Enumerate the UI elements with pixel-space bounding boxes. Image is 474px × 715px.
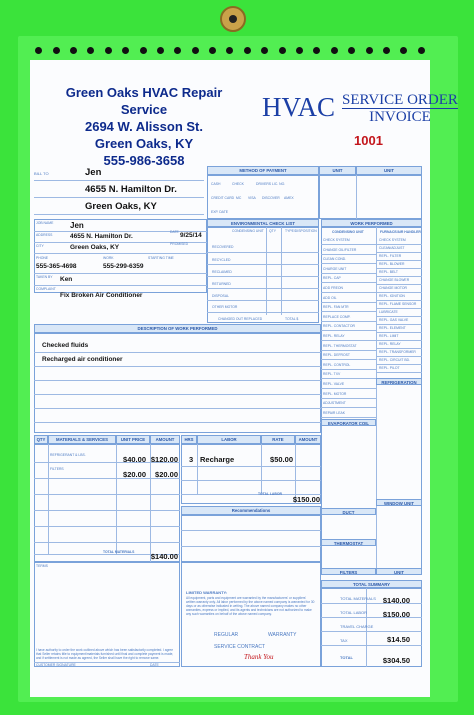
company-block (44, 84, 244, 169)
labor-row1-labor: Recharge (200, 455, 235, 464)
recommendations-header: Recommendations (181, 506, 321, 515)
warranty-regular[interactable]: REGULAR (214, 632, 239, 638)
taken-by-tech: Ken (60, 276, 73, 283)
total-summary-header: TOTAL SUMMARY (321, 580, 422, 588)
work-label: WORK (103, 256, 114, 260)
ts-labor-label: TOTAL LABOR (340, 610, 368, 615)
payment-amex: AMEX (284, 196, 294, 200)
wp-right-item[interactable]: REPL. FILTER (379, 254, 402, 258)
wp-window-unit: WINDOW UNIT (376, 499, 422, 506)
ts-travel-label: TRAVEL CHARGE (340, 624, 374, 629)
labor-row1-rate: $50.00 (270, 455, 293, 464)
mat-col-materials: MATERIALS & SERVICES (48, 435, 116, 444)
payment-exp-date: EXP. DATE (211, 210, 229, 214)
wp-right-item[interactable]: REPL. FLAME SENSOR (379, 302, 417, 306)
env-col-qty: QTY (269, 229, 276, 233)
payment-visa: VISA (248, 196, 256, 200)
form-title-line2: INVOICE (369, 109, 431, 125)
bill-to-street: 4655 N. Hamilton Dr. (85, 184, 177, 195)
wp-left-item[interactable]: REPL. TXV (323, 372, 341, 377)
work-performed-header: WORK PERFORMED (321, 219, 422, 227)
env-row-6: OTHER MOTOR (212, 305, 238, 309)
ts-materials-label: TOTAL MATERIALS (340, 596, 376, 601)
mat-row1-item: REFRIGERANT & LBS. (50, 453, 86, 457)
wp-right-item[interactable]: REPL. RELAY (379, 342, 401, 346)
customer-signature-label: CUSTOMER SIGNATURE (36, 663, 76, 667)
description-line1: Checked fluids (42, 342, 89, 349)
wp-thermostat: THERMOSTAT (321, 539, 376, 546)
wp-right-item[interactable]: REPL. LIMIT (379, 334, 399, 338)
wp-right-item[interactable]: CLEAN/ADJUST (379, 246, 405, 250)
job-date: 9/25/14 (180, 232, 202, 239)
company-phone: 555-986-3658 (103, 153, 185, 168)
wp-right-item[interactable]: REPL. ELEMENT (379, 326, 406, 330)
wp-left-item[interactable]: REPL. MOTOR (323, 391, 347, 396)
wp-left-item[interactable]: REPL. DEFROST (323, 353, 350, 358)
wp-unit: UNIT (376, 568, 422, 575)
wp-right-item[interactable]: REPL. IGNITION (379, 294, 405, 298)
mat-row2-amount: $20.00 (155, 470, 178, 479)
mat-total-label: TOTAL MATERIALS (103, 550, 135, 554)
bill-to-label: BILL TO (34, 171, 49, 176)
warranty-text: All equipment, parts and equipment are warranted by the manufacturers' or suppliers' written warranty only. All labor performed by the above named company is warranted for 30 days or as otherwise indicated in writing. The above named company makes no other warranties, express or implied, and its agents and technicians are not authorized to make any such warranties on behalf of the above named company. (186, 596, 315, 616)
wp-right-item[interactable]: CHANGE MOTOR (379, 286, 408, 290)
recommendations-box (181, 515, 321, 562)
bill-to-name: Jen (85, 167, 102, 178)
labor-col-amount: AMOUNT (295, 435, 321, 444)
description-header: DESCRIPTION OF WORK PERFORMED (34, 324, 321, 333)
wp-right-item[interactable]: LUBRICATE (379, 310, 398, 314)
description-line2: Recharged air conditioner (42, 356, 123, 363)
job-name: Jen (70, 221, 84, 230)
wp-left-item[interactable]: REPL. CONTROL (323, 362, 351, 367)
terms-label: TERMS (36, 564, 48, 568)
payment-credit-card: CREDIT CARD (211, 196, 235, 200)
wp-right-item[interactable]: REPL. GAS VALVE (379, 318, 409, 322)
wp-right-item[interactable]: REPL. BELT (379, 270, 398, 274)
ts-total-label: TOTAL (340, 655, 353, 660)
wp-right-item[interactable]: CHECK SYSTEM (379, 238, 406, 242)
terms-auth-text: I have authority to order the work outlined above which has been satisfactorily completed. I agree that Seller retains title to equipment/materials furnished until final and complete payment is made, and if settlement is not made as agreed, the Seller shall have the right to remove same. (36, 648, 174, 660)
wp-left-item[interactable]: REPL. CONTACTOR (323, 324, 355, 329)
wp-left-item[interactable]: CHANGE OIL/FILTER (323, 247, 357, 252)
env-row-3: RECLAIMED (212, 270, 232, 274)
city-label: CITY (36, 244, 44, 248)
starting-time-label: STARTING TIME (148, 256, 174, 260)
complaint-label: COMPLAINT (36, 287, 56, 291)
payment-discover: DISCOVER (262, 196, 280, 200)
warranty-title: LIMITED WARRANTY: (186, 590, 228, 595)
wp-left-item[interactable]: ADD FREON (323, 286, 343, 290)
env-col-condensing: CONDENSING UNIT (232, 229, 264, 233)
invoice-number: 1001 (354, 133, 383, 148)
payment-check: CHECK (232, 182, 244, 186)
complaint-text: Fix Broken Air Conditioner (60, 292, 143, 299)
ts-total-value: $304.50 (382, 656, 410, 665)
wp-right-item[interactable]: CHANGE BLOWER (379, 278, 410, 282)
env-footer: CHANGED OUT REPLACED (218, 317, 263, 321)
payment-cash: CASH (211, 182, 221, 186)
ts-materials-value: $140.00 (382, 596, 410, 605)
unit-header-1: UNIT (319, 166, 356, 175)
mat-row2-item: FILTERS (50, 467, 64, 471)
form-title-line1: SERVICE ORDER (342, 92, 458, 108)
wp-left-item[interactable]: CLEAN COND. (323, 257, 347, 262)
mat-row1-price: $40.00 (123, 455, 146, 464)
wp-left-item[interactable]: CHECK SYSTEM (323, 238, 350, 242)
phone-label: PHONE (36, 256, 49, 260)
thank-you: Thank You (244, 653, 274, 661)
env-row-2: RECYCLED (212, 258, 231, 262)
payment-drivers-lic: DRIVERS LIC. NO. (256, 182, 286, 186)
labor-col-rate: RATE (261, 435, 295, 444)
wp-refrigeration: REFRIGERATION (376, 378, 422, 385)
labor-total-label: TOTAL LABOR (258, 492, 282, 496)
address-label: ADDRESS (36, 233, 53, 237)
wp-left-item[interactable]: ADJUSTMENT (323, 401, 346, 406)
wp-left-item[interactable]: ADD OIL (323, 295, 337, 300)
job-name-label: JOB NAME (36, 221, 54, 225)
labor-col-hrs: HRS (181, 435, 197, 444)
phone-home: 555-365-4698 (36, 263, 77, 270)
wp-right-item[interactable]: REPL. PILOT (379, 366, 400, 370)
form-title-big: HVAC (262, 92, 336, 122)
ts-labor-value: $150.00 (382, 610, 410, 619)
env-total: TOTAL $ (285, 317, 299, 321)
env-row-4: RETURNED (212, 282, 231, 286)
phone-work: 555-299-6359 (103, 263, 144, 270)
signature-date-label: DATE (150, 663, 159, 667)
grommet-hole (220, 6, 246, 32)
taken-by-label: TAKEN BY (36, 275, 53, 279)
env-col-type: TYPE/DISPOSITION (285, 229, 317, 233)
env-row-1: RECOVERED (212, 245, 234, 249)
labor-col-labor: LABOR (197, 435, 261, 444)
wp-left-item[interactable]: REPL. VALVE (323, 382, 345, 386)
ts-tax-value: $14.50 (387, 635, 410, 644)
wp-filters: FILTERS (321, 568, 376, 575)
company-city: Green Oaks, KY (94, 136, 194, 151)
mat-total: $140.00 (150, 552, 178, 561)
mat-row1-amount: $120.00 (150, 455, 178, 464)
wp-left-item[interactable]: REPL. FAN MTR (323, 305, 349, 310)
mat-col-amount: AMOUNT (150, 435, 180, 444)
payment-header: METHOD OF PAYMENT (207, 166, 319, 175)
company-address: 2694 W. Alisson St. (84, 119, 203, 134)
wp-left-item[interactable]: REPLACE COMP. (323, 314, 351, 319)
wp-left-item[interactable]: CHARGE UNIT (323, 266, 347, 271)
wp-right-item[interactable]: REPL. BLOWER (379, 262, 405, 266)
labor-total: $150.00 (292, 495, 320, 504)
mat-row2-price: $20.00 (123, 470, 146, 479)
form-title (262, 92, 458, 126)
wp-left-item[interactable]: REPL. RELAY (323, 334, 345, 338)
warranty-service-contract[interactable]: SERVICE CONTRACT (214, 644, 266, 650)
promised-label: PROMISED (170, 242, 189, 246)
date-label: DATE (170, 230, 179, 234)
bill-to-city: Green Oaks, KY (85, 201, 157, 212)
wp-right-item[interactable]: REPL. TRANSFORMER (379, 350, 416, 354)
binding-holes (30, 43, 430, 57)
wp-left-item[interactable]: REPAIR LEAK (323, 410, 345, 415)
payment-mc: MC (236, 196, 242, 200)
unit-header-2: UNIT (356, 166, 422, 175)
wp-duct: DUCT (321, 508, 376, 515)
job-city: Green Oaks, KY (70, 244, 120, 251)
mat-col-qty: QTY (34, 435, 48, 444)
wp-right-item[interactable]: REPL. CIRCUIT BD. (379, 358, 411, 362)
wp-col-condensing: CONDENSING UNIT (332, 230, 364, 234)
company-name: Green Oaks HVAC Repair Service (65, 85, 223, 117)
wp-left-item[interactable]: REPL. CAP (323, 276, 341, 281)
env-header: ENVIRONMENTAL CHECK LIST (207, 219, 319, 227)
labor-row1-hrs: 3 (189, 455, 194, 464)
mat-col-unit-price: UNIT PRICE (116, 435, 150, 444)
warranty-warranty[interactable]: WARRANTY (268, 632, 297, 638)
env-row-5: DISPOSAL (212, 294, 229, 298)
wp-evaporator: EVAPORATOR COIL (321, 419, 376, 426)
unit-box (319, 175, 422, 219)
ts-tax-label: TAX (340, 638, 348, 643)
wp-left-item[interactable]: REPL. THERMOSTAT (323, 343, 357, 348)
job-address: 4655 N. Hamilton Dr. (70, 233, 133, 240)
wp-col-furnace: FURNACE/AIR HANDLER (380, 230, 421, 234)
